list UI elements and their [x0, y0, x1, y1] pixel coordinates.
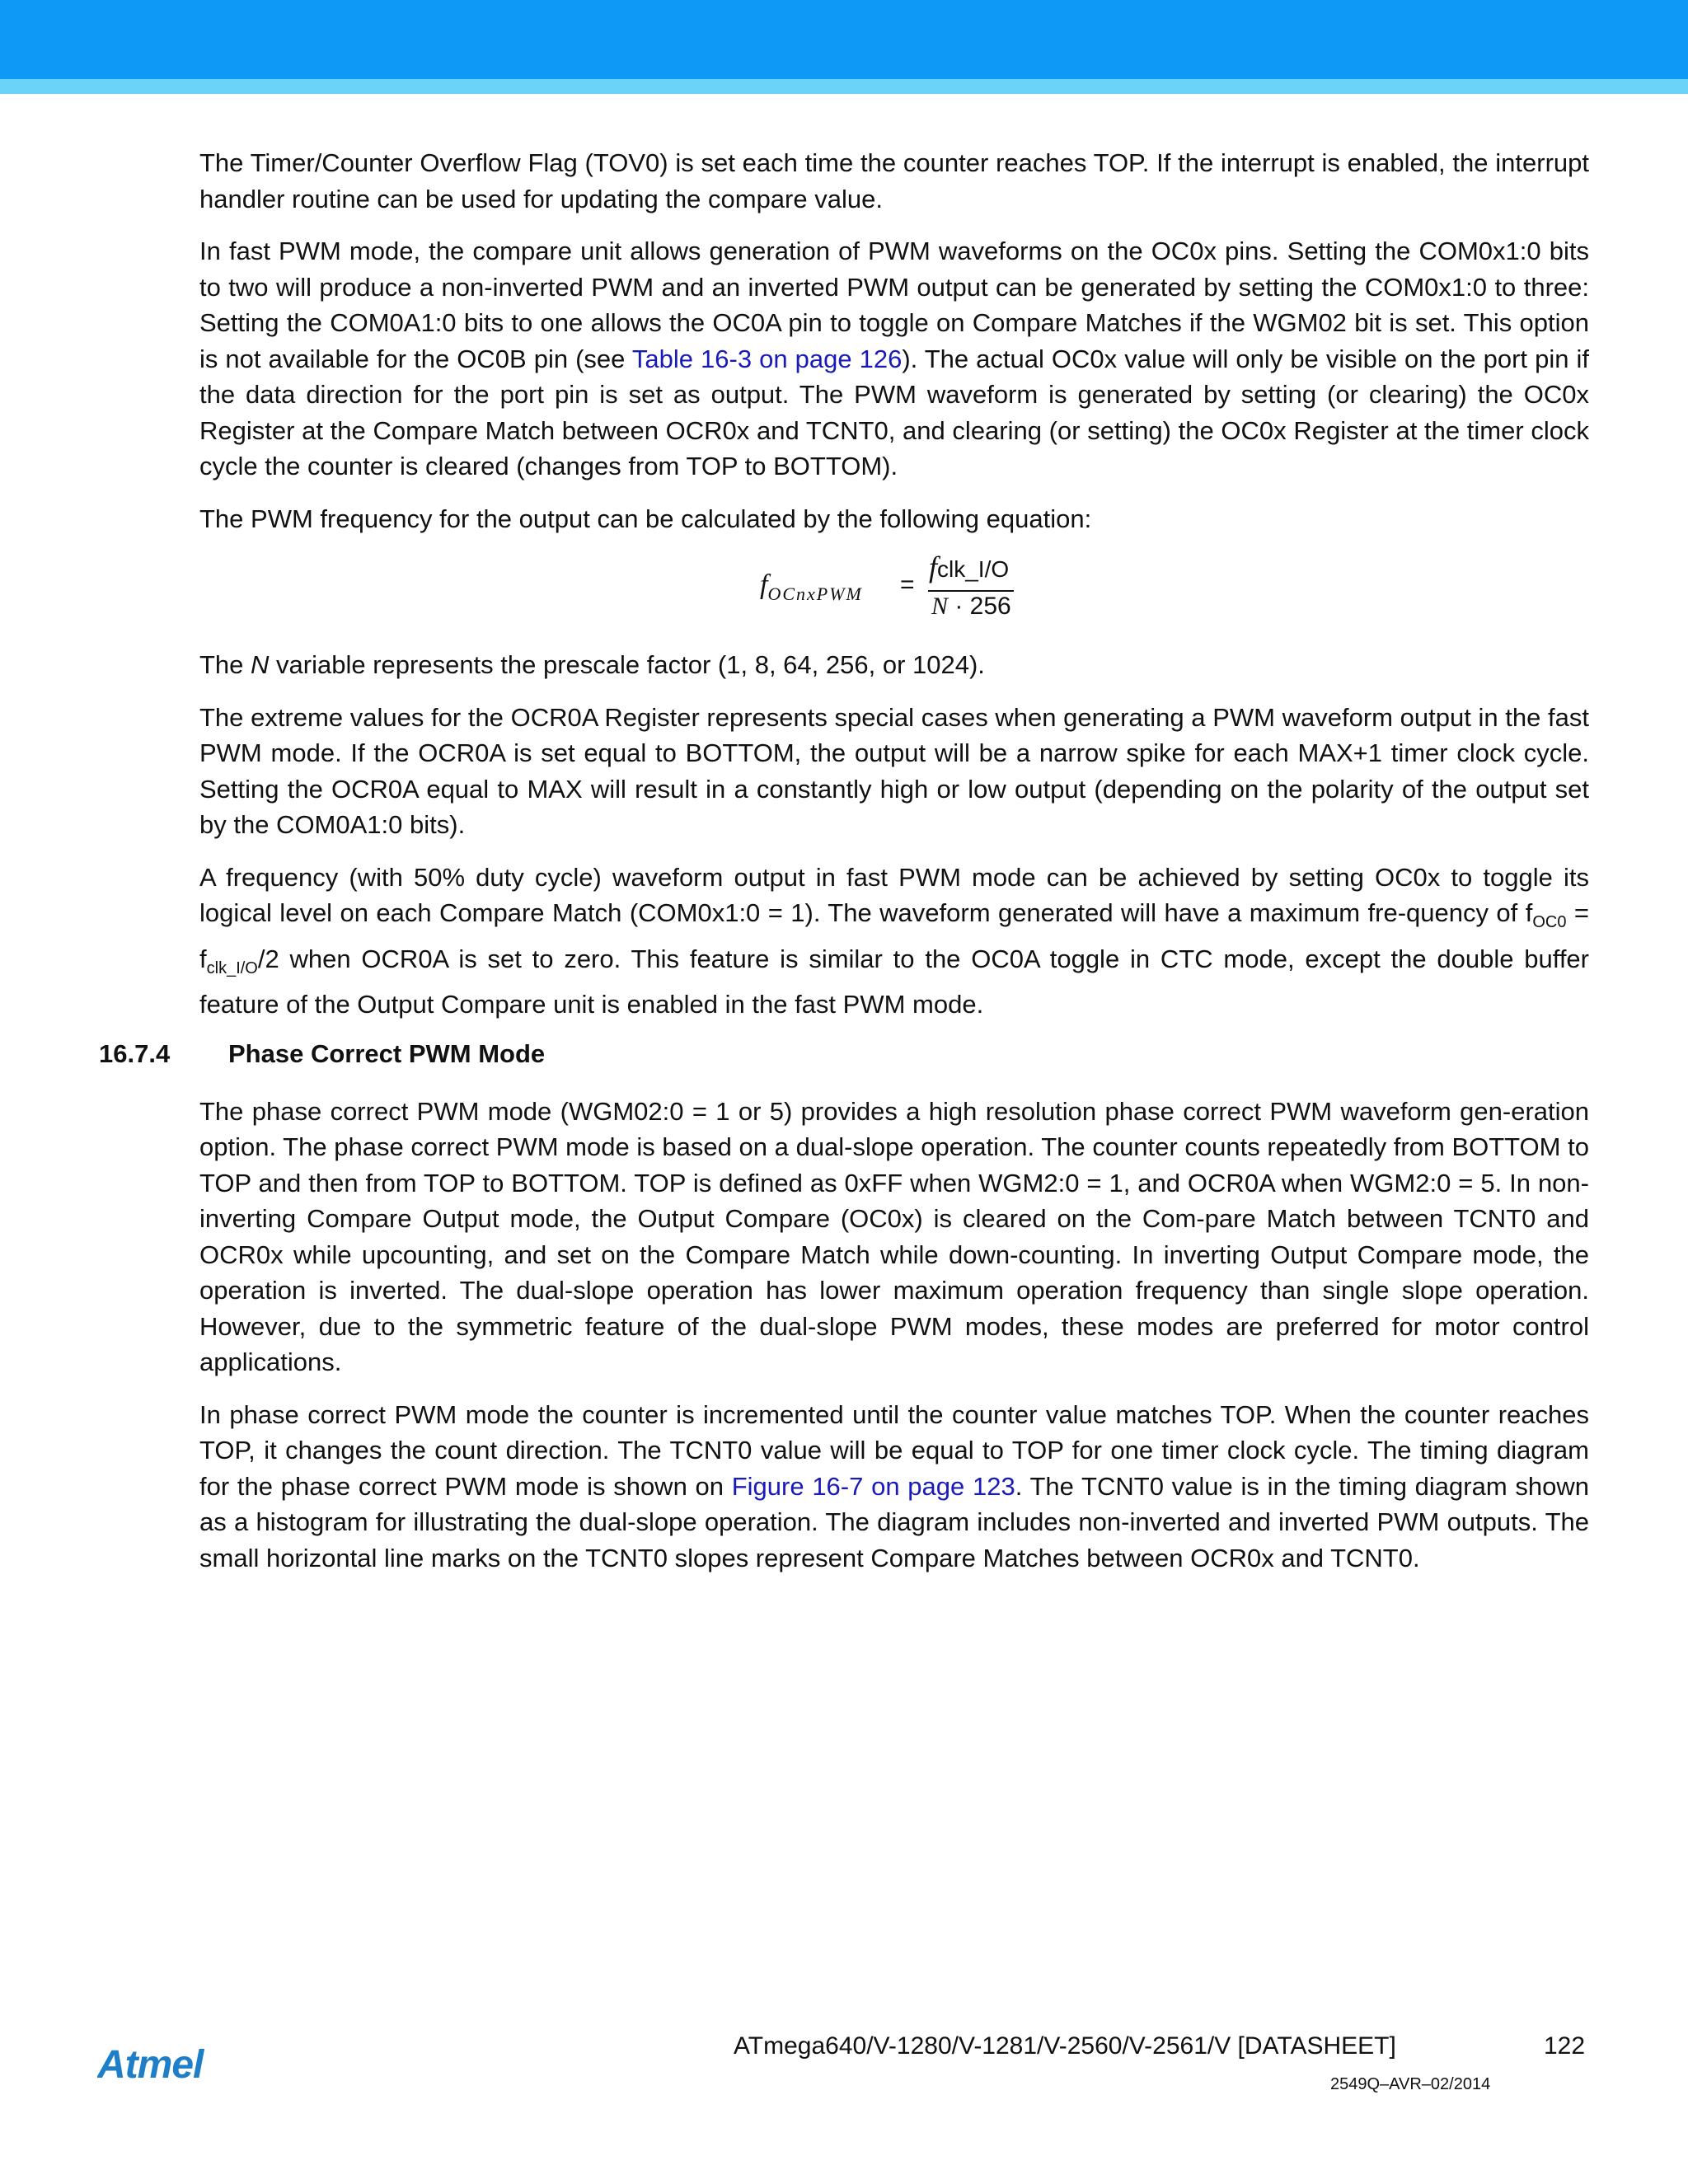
paragraph-text: In fast PWM mode, the compare unit allows generation of PWM waveforms on the OC0x pins. Setting the COM0x1:0 bits to two will produce a non-inverted PWM and an inverted PWM output can be generated by setting the COM0x1:0 to three: Setting the COM0A1:0 bits to one allows the OC0A pin to toggle on Compare Matches if the WGM02 bit is set. This option is not available for the OC0B pin (see — [199, 237, 1589, 373]
footer-doc-title: ATmega640/V-1280/V-1281/V-2560/V-2561/V [DATASHEET] — [734, 2032, 1396, 2060]
equation-denominator: N · 256 — [931, 593, 1011, 620]
pwm-frequency-equation — [199, 553, 1589, 634]
paragraph-phase-correct-intro: The phase correct PWM mode (WGM02:0 = 1 or 5) provides a high resolution phase correct PWM waveform gen-eration option. The phase correct PWM mode is based on a dual-slope operation. The counter counts repeatedly from BOTTOM to TOP and then from TOP to BOTTOM. TOP is defined as 0xFF when WGM2:0 = 1, and OCR0A when WGM2:0 = 5. In non-inverting Compare Output mode, the Output Compare (OC0x) is cleared on the Com-pare Match between TCNT0 and OCR0x while upcounting, and set on the Compare Match while down-counting. In inverting Output Compare mode, the operation is inverted. The dual-slope operation has lower maximum operation frequency than single slope operation. However, due to the symmetric feature of the dual-slope PWM modes, these modes are preferred for motor control applications. — [199, 1096, 1589, 1377]
paragraph-pwm-frequency-intro: The PWM frequency for the output can be calculated by the following equation: — [199, 504, 1092, 533]
footer-revision: 2549Q–AVR–02/2014 — [1330, 2075, 1491, 2093]
equation-equals: = — [900, 571, 915, 598]
paragraph-extreme-values: The extreme values for the OCR0A Register represents special cases when generating a PWM waveform output in the fast PWM mode. If the OCR0A is set equal to BOTTOM, the output will be a narrow spike for each MAX+1 timer clock cycle. Setting the OCR0A equal to MAX will result in a constantly high or low output (depending on the polarity of the output set by the COM0A1:0 bits). — [199, 702, 1589, 839]
equation-lhs: $f_{OCnxPWM}$ — [760, 569, 863, 604]
paragraph-tov0: The Timer/Counter Overflow Flag (TOV0) is set each time the counter reaches TOP. If the interrupt is enabled, the interrupt handler routine can be used for updating the compare value. — [199, 148, 1589, 213]
atmel-logo — [97, 2040, 246, 2089]
section-title: Phase Correct PWM Mode — [228, 1038, 546, 1068]
header-stripe — [0, 79, 1688, 94]
footer-page-number: 122 — [1544, 2032, 1586, 2060]
header-bar — [0, 0, 1688, 79]
page-content — [99, 145, 1589, 1592]
table-16-3-link[interactable]: Table 16-3 on page 126 — [631, 344, 903, 373]
paragraph-text: ). The actual OC0x value will only be visible on the port pin if the data direction for the port pin is set as output. The PWM waveform is generated by setting (or clearing) the OC0x Register at the Compare Match between OCR0x and TCNT0, and clearing (or setting) the OC0x Register at the timer clock cycle the counter is cleared (changes from TOP to BOTTOM). — [199, 344, 1589, 480]
paragraph-50-duty-cycle: A frequency (with 50% duty cycle) waveform output in fast PWM mode can be achieved by setting OC0x to toggle its logical level on each Compare Match (COM0x1:0 = 1). The waveform generated will have a maximum fre-quency of $f_{OC0} = f_{clk\_I/O}/2$ when OCR0A is set to zero. This feature is similar to the OC0A toggle in CTC mode, except the double buffer feature of the Output Compare unit is enabled in the fast PWM mode. — [199, 862, 1589, 1019]
paragraph-phase-correct-counter: In phase correct PWM mode the counter is incremented until the counter value matches TOP. When the counter reaches TOP, it changes the count direction. The TCNT0 value will be equal to TOP for one timer clock cycle. The timing diagram for the phase correct PWM mode is shown on Figure 16-7 on page 123. The TCNT0 value is in the timing diagram shown as a histogram for illustrating the dual-slope operation. The diagram includes non-inverted and inverted PWM outputs. The small horizontal line marks on the TCNT0 slopes represent Compare Matches between OCR0x and TCNT0. — [199, 1399, 1589, 1572]
paragraph-fast-pwm-compare — [199, 233, 1589, 485]
section-heading — [99, 1036, 1589, 1089]
figure-16-7-link[interactable]: Figure 16-7 on page 123 — [731, 1471, 1015, 1501]
equation-numerator: fclk_I/O — [929, 551, 1010, 583]
paragraph-n-variable: The N variable represents the prescale factor (1, 8, 64, 256, or 1024). — [199, 650, 985, 679]
fraction-bar — [928, 590, 1014, 592]
svg-text:Atmel: Atmel — [97, 2043, 204, 2087]
section-number: 16.7.4 — [99, 1038, 171, 1068]
